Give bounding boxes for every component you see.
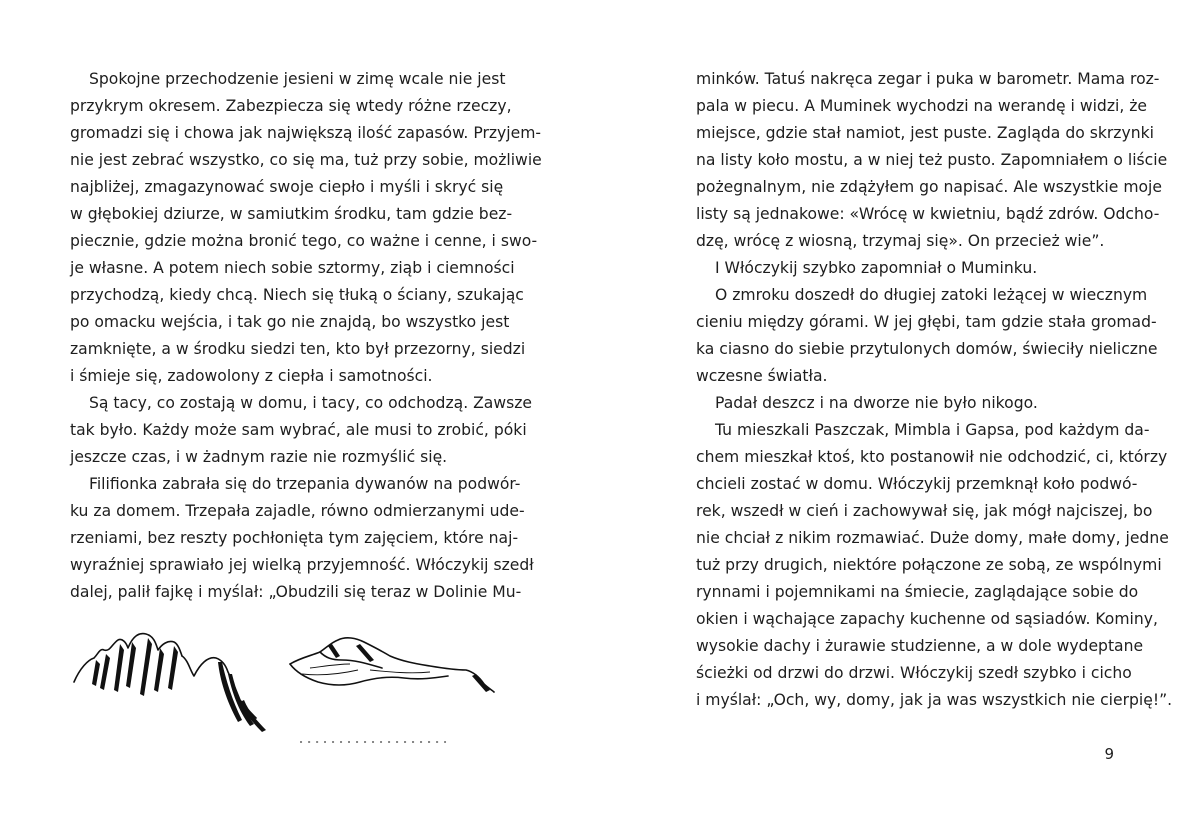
text-line: chem mieszkał ktoś, kto postanowił nie odchodzić, ci, którzy xyxy=(696,448,1168,466)
text-line: okien i wąchające zapachy kuchenne od sąsiadów. Kominy, xyxy=(696,610,1158,628)
text-line: tak było. Każdy może sam wybrać, ale musi to zrobić, póki xyxy=(70,421,527,439)
text-line: w głębokiej dziurze, w samiutkim środku, tam gdzie bez- xyxy=(70,205,513,223)
paragraph xyxy=(70,390,532,471)
text-line: najbliżej, zmagazynować swoje ciepło i myśli i skryć się xyxy=(70,178,504,196)
text-line: Spokojne przechodzenie jesieni w zimę wcale nie jest xyxy=(89,70,506,88)
text-line: ka ciasno do siebie przytulonych domów, świeciły nieliczne xyxy=(696,340,1158,358)
text-line: i śmieje się, zadowolony z ciepła i samotności. xyxy=(70,367,433,385)
text-line: je własne. A potem niech sobie sztormy, ziąb i ciemności xyxy=(70,259,515,277)
text-line: wczesne światła. xyxy=(696,367,828,385)
text-line: gromadzi się i chowa jak największą ilość zapasów. Przyjem- xyxy=(70,124,542,142)
text-line: na listy koło mostu, a w niej też pusto. Zapomniałem o liście xyxy=(696,151,1168,169)
text-line: pala w piecu. A Muminek wychodzi na werandę i widzi, że xyxy=(696,97,1148,115)
text-line: i myślał: „Och, wy, domy, jak ja was wszystkich nie cierpię!”. xyxy=(696,691,1173,709)
text-line: rzeniami, bez reszty pochłonięta tym zajęciem, które naj- xyxy=(70,529,519,547)
page-number: 9 xyxy=(1104,745,1114,763)
paragraph xyxy=(696,417,1173,714)
left-text-column xyxy=(70,66,542,606)
text-line: miejsce, gdzie stał namiot, jest puste. Zagląda do skrzynki xyxy=(696,124,1154,142)
text-line: rek, wszedł w cień i zachowywał się, jak mógł najciszej, bo xyxy=(696,502,1153,520)
text-line: cieniu między górami. W jej głębi, tam gdzie stała gromad- xyxy=(696,313,1157,331)
text-line: O zmroku doszedł do długiej zatoki leżącej w wiecznym xyxy=(715,286,1148,304)
text-line: Filifionka zabrała się do trzepania dywanów na podwór- xyxy=(89,475,521,493)
text-line: jeszcze czas, i w żadnym razie nie rozmyślić się. xyxy=(70,448,448,466)
text-line: minków. Tatuś nakręca zegar i puka w barometr. Mama roz- xyxy=(696,70,1160,88)
paragraph xyxy=(696,282,1158,390)
right-text-column xyxy=(696,66,1173,714)
text-line: wyraźniej sprawiało jej wielką przyjemność. Włóczykij szedł xyxy=(70,556,534,574)
text-line: dalej, palił fajkę i myślał: „Obudzili się teraz w Dolinie Mu- xyxy=(70,583,522,601)
text-line: listy są jednakowe: «Wrócę w kwietniu, bądź zdrów. Odcho- xyxy=(696,205,1160,223)
text-line: tuż przy drugich, niektóre połączone ze sobą, ze wspólnymi xyxy=(696,556,1162,574)
paragraph xyxy=(696,66,1168,255)
text-line: zamknięte, a w środku siedzi ten, kto był przezorny, siedzi xyxy=(70,340,526,358)
text-line: I Włóczykij szybko zapomniał o Muminku. xyxy=(715,259,1038,277)
text-line: dzę, wrócę z wiosną, trzymaj się». On przecież wie”. xyxy=(696,232,1105,250)
text-line: po omacku wejścia, i tak go nie znajdą, bo wszystko jest xyxy=(70,313,510,331)
text-line: chcieli zostać w domu. Włóczykij przemknął koło podwó- xyxy=(696,475,1138,493)
text-line: pożegnalnym, nie zdążyłem go napisać. Ale wszystkie moje xyxy=(696,178,1162,196)
paragraph xyxy=(696,390,1130,417)
text-line: wysokie dachy i żurawie studzienne, a w dole wydeptane xyxy=(696,637,1144,655)
paragraph xyxy=(70,66,542,390)
text-line: rynnami i pojemnikami na śmiecie, zaglądające sobie do xyxy=(696,583,1139,601)
text-line: nie chciał z nikim rozmawiać. Duże domy, małe domy, jedne xyxy=(696,529,1169,547)
paragraph xyxy=(70,471,534,606)
text-line: ku za domem. Trzepała zajadle, równo odmierzanymi ude- xyxy=(70,502,525,520)
text-line: nie jest zebrać wszystko, co się ma, tuż przy sobie, możliwie xyxy=(70,151,542,169)
text-line: ścieżki od drzwi do drzwi. Włóczykij szedł szybko i cicho xyxy=(696,664,1132,682)
peak-outline-right xyxy=(290,638,494,692)
text-line: Tu mieszkali Paszczak, Mimbla i Gapsa, pod każdym da- xyxy=(715,421,1150,439)
mountains-illustration xyxy=(70,630,510,748)
right-page xyxy=(600,0,1200,814)
paragraph xyxy=(696,255,1130,282)
text-line: piecznie, gdzie można bronić tego, co ważne i cenne, i swo- xyxy=(70,232,538,250)
text-line: Są tacy, co zostają w domu, i tacy, co odchodzą. Zawsze xyxy=(89,394,532,412)
text-line: przykrym okresem. Zabezpiecza się wtedy różne rzeczy, xyxy=(70,97,512,115)
text-line: Padał deszcz i na dworze nie było nikogo. xyxy=(715,394,1038,412)
text-line: przychodzą, kiedy chcą. Niech się tłuką o ściany, szukając xyxy=(70,286,524,304)
